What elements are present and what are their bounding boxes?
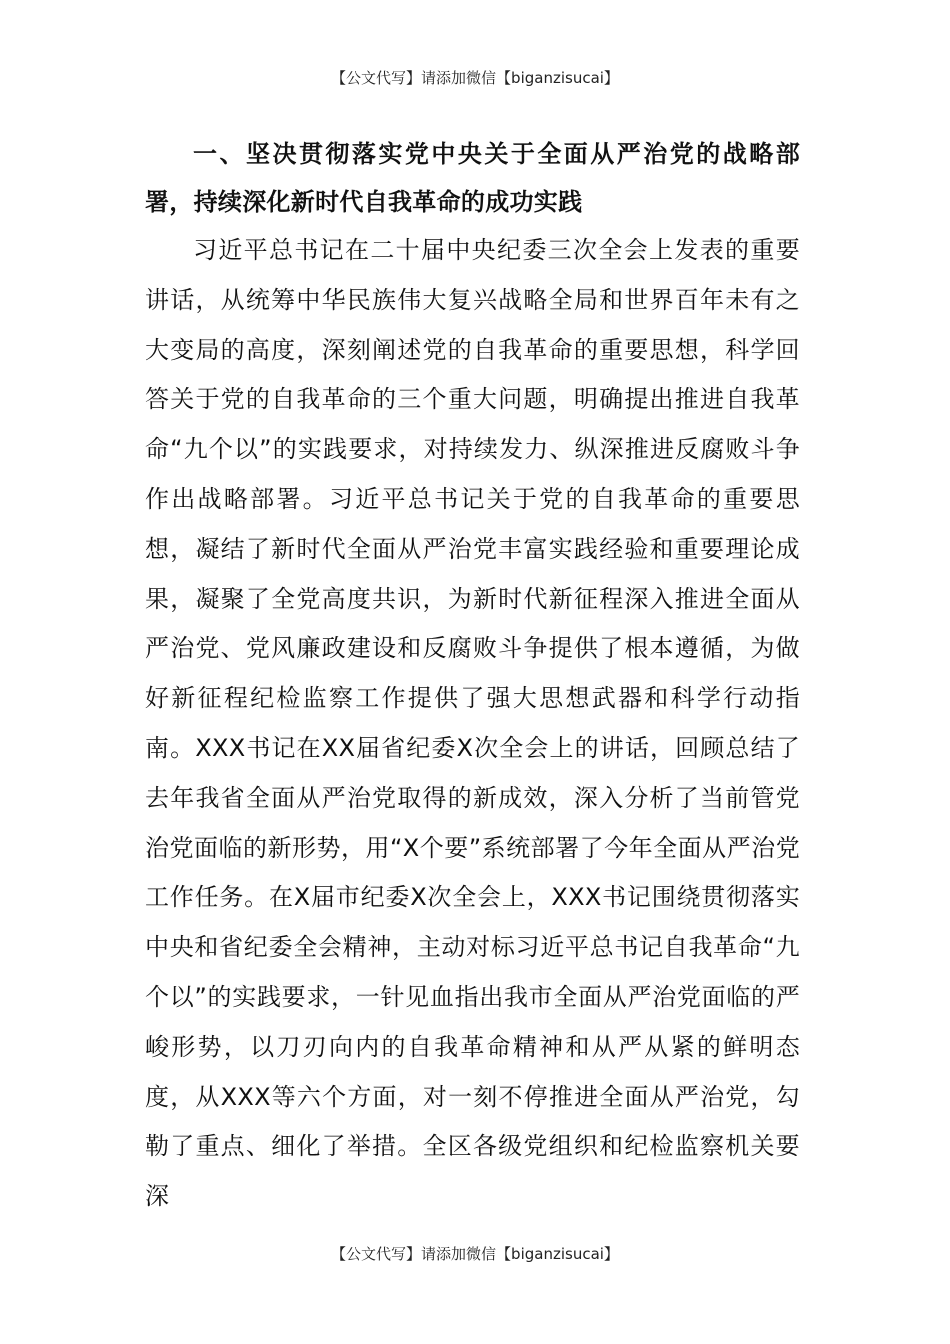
- page-header: 【公文代写】请添加微信【biganzisucai】: [331, 69, 619, 87]
- page-footer: 【公文代写】请添加微信【biganzisucai】: [331, 1245, 619, 1263]
- document-body: [145, 130, 800, 1222]
- body-paragraph: 习近平总书记在二十届中央纪委三次全会上发表的重要讲话，从统筹中华民族伟大复兴战略全局和世界百年未有之大变局的高度，深刻阐述党的自我革命的重要思想，科学回答关于党的自我革命的三个重大问题，明确提出推进自我革命“九个以”的实践要求，对持续发力、纵深推进反腐败斗争作出战略部署。习近平总书记关于党的自我革命的重要思想，凝结了新时代全面从严治党丰富实践经验和重要理论成果，凝聚了全党高度共识，为新时代新征程深入推进全面从严治党、党风廉政建设和反腐败斗争提供了根本遵循，为做好新征程纪检监察工作提供了强大思想武器和科学行动指南。XXX书记在XX届省纪委X次全会上的讲话，回顾总结了去年我省全面从严治党取得的新成效，深入分析了当前管党治党面临的新形势，用“X个要”系统部署了今年全面从严治党工作任务。在X届市纪委X次全会上，XXX书记围绕贯彻落实中央和省纪委全会精神，主动对标习近平总书记自我革命“九个以”的实践要求，一针见血指出我市全面从严治党面临的严峻形势，以刀刃向内的自我革命精神和从严从紧的鲜明态度，从XXX等六个方面，对一刻不停推进全面从严治党，勾勒了重点、细化了举措。全区各级党组织和纪检监察机关要深: [145, 236, 800, 1211]
- section-heading: 一、坚决贯彻落实党中央关于全面从严治党的战略部署，持续深化新时代自我革命的成功实践: [145, 140, 800, 216]
